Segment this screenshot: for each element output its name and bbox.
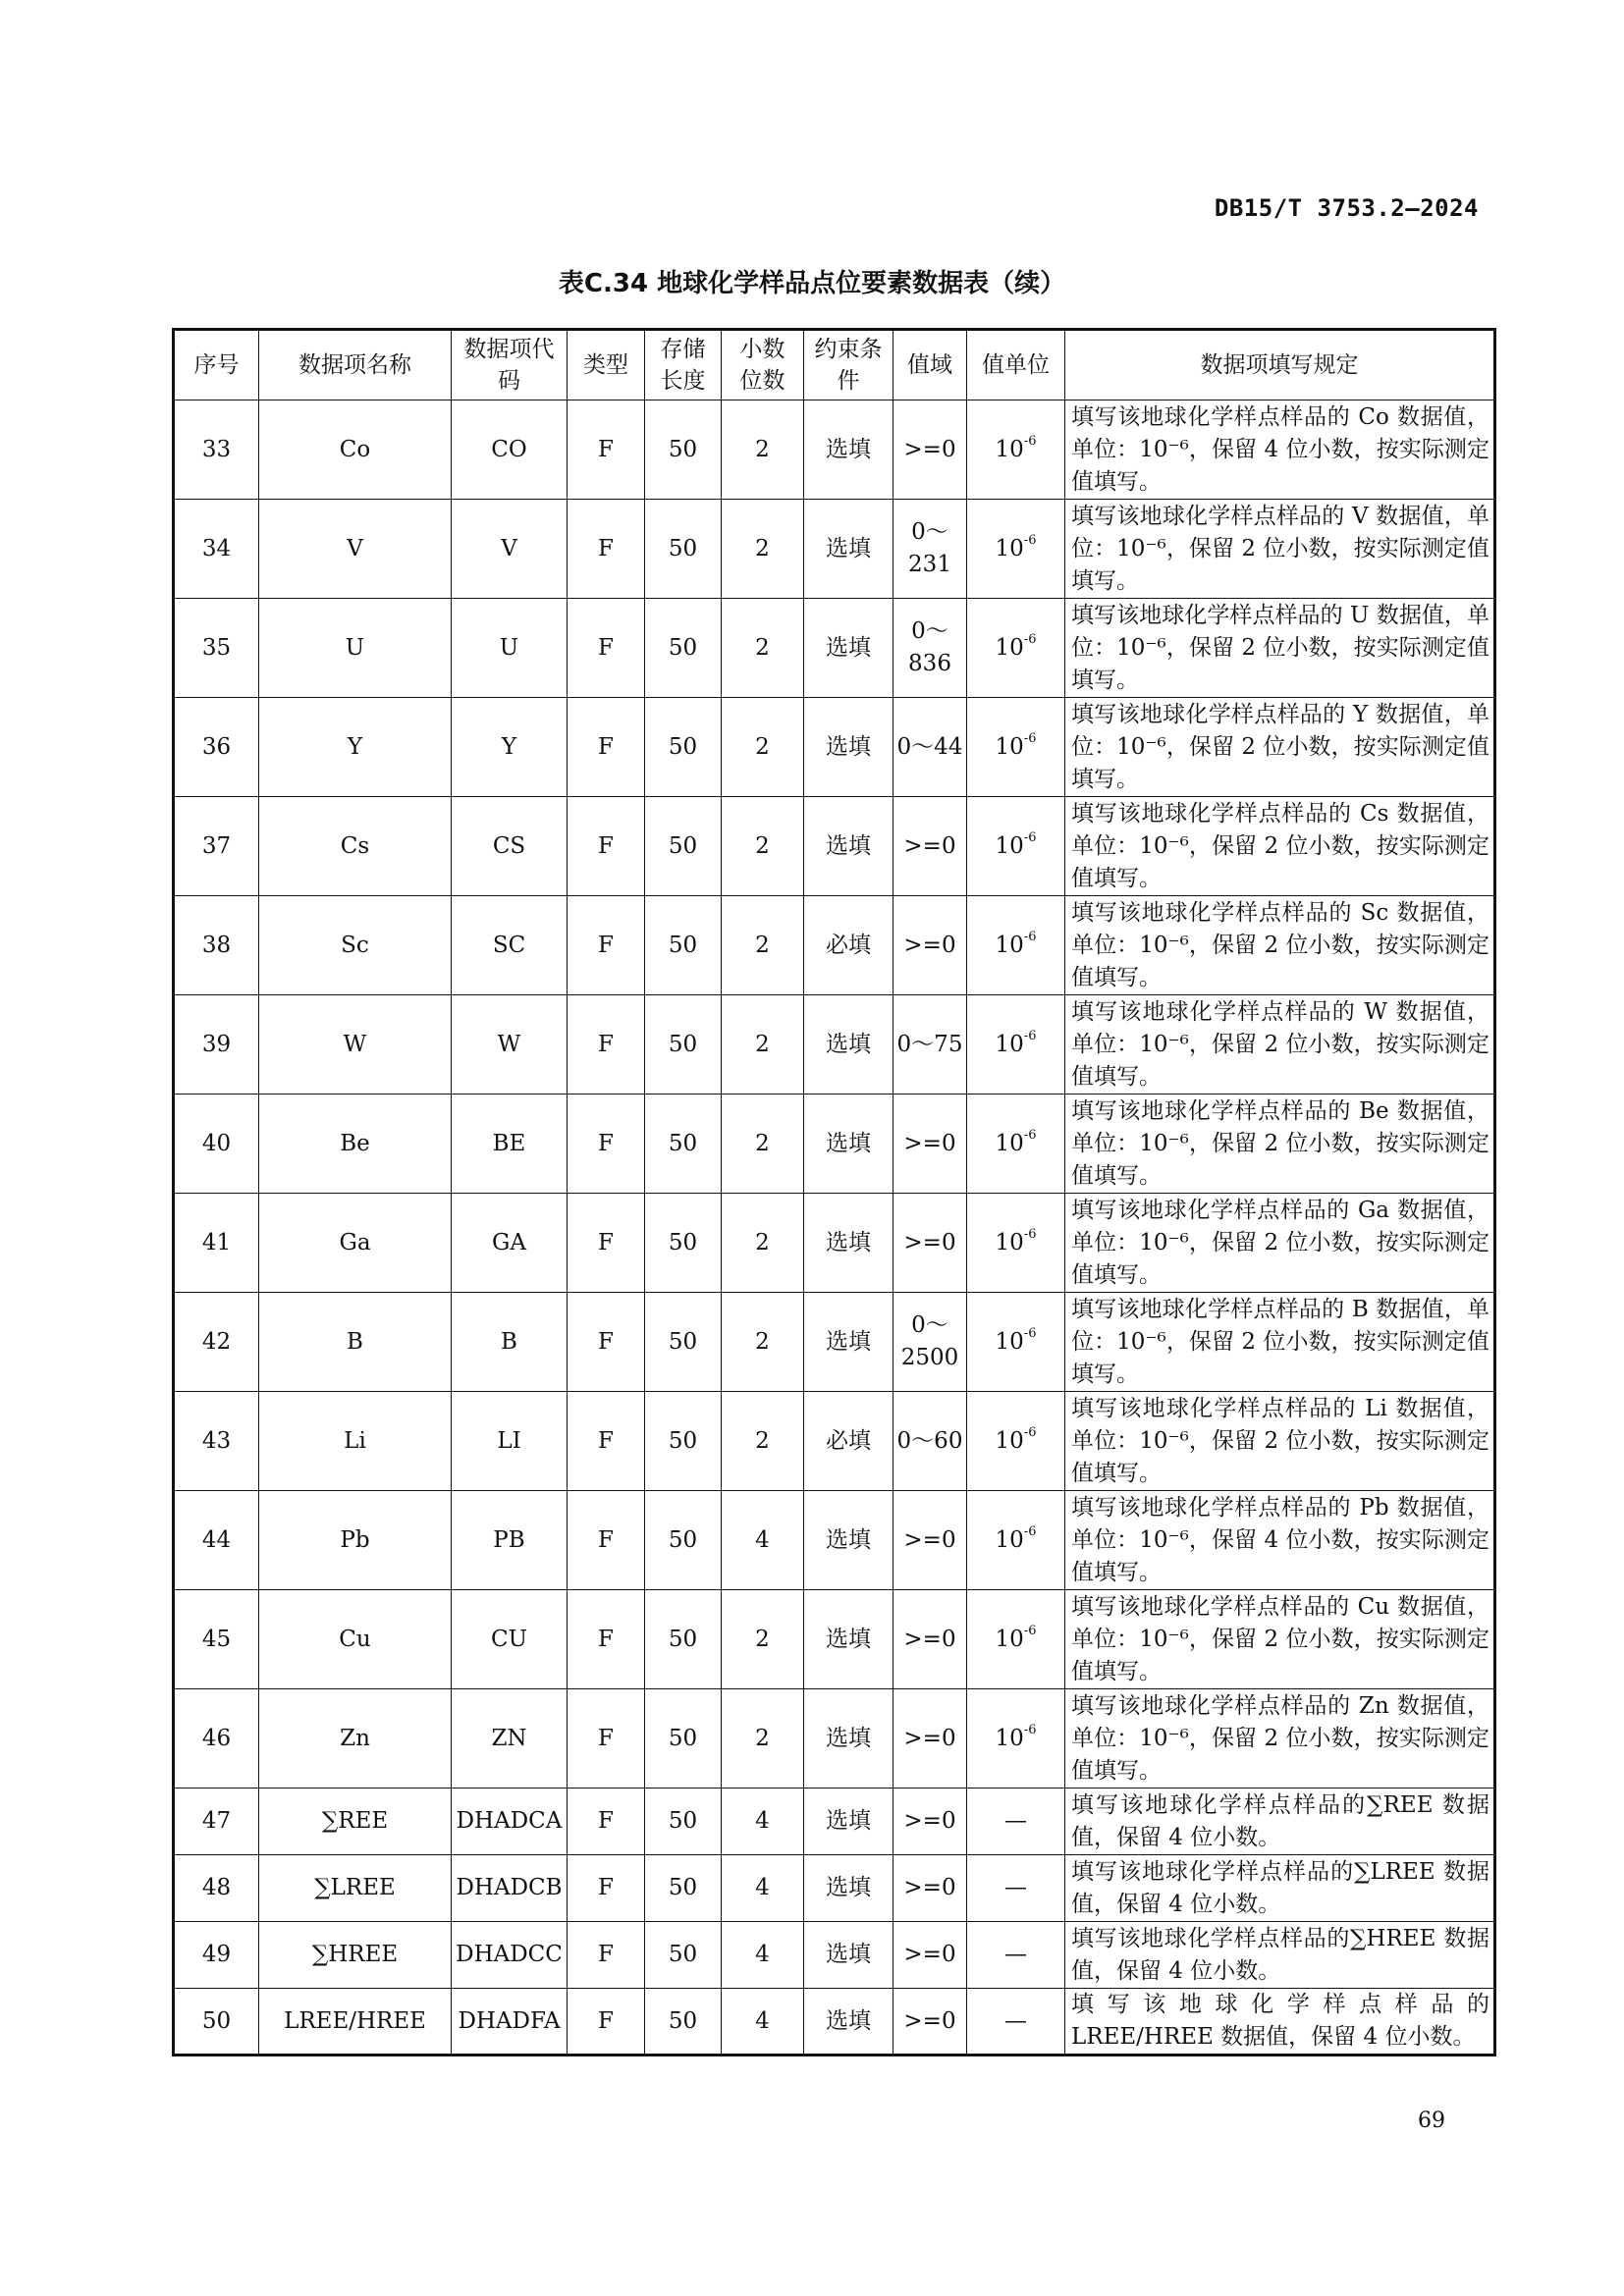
table-caption: 表C.34 地球化学样品点位要素数据表（续）	[558, 269, 1066, 298]
item-type: F	[568, 896, 645, 995]
data-spec-table	[172, 328, 1496, 2056]
unit-exponent: -6	[1023, 1127, 1037, 1143]
fill-rule: 填写该地球化学样点样品的 Pb 数据值，单位：10⁻⁶，保留 4 位小数，按实际测定值填写。	[1065, 1491, 1495, 1590]
table-row	[174, 1095, 1495, 1194]
column-header: 序号	[174, 330, 259, 400]
item-code: LI	[452, 1392, 568, 1491]
item-name: Co	[259, 400, 452, 500]
fill-rule: 填写该地球化学样点样品的∑LREE 数据值，保留 4 位小数。	[1065, 1855, 1495, 1922]
unit-base: —	[1004, 2007, 1027, 2034]
storage-length: 50	[645, 1922, 722, 1989]
value-range: 0～231	[893, 500, 967, 599]
unit-exponent: -6	[1023, 1325, 1037, 1341]
item-type: F	[568, 1095, 645, 1194]
storage-length: 50	[645, 1293, 722, 1392]
constraint: 选填	[804, 1194, 893, 1293]
table-row	[174, 1922, 1495, 1989]
unit-base: 10	[995, 436, 1024, 462]
item-name: W	[259, 995, 452, 1095]
value-range: >=0	[893, 400, 967, 500]
table-row	[174, 1392, 1495, 1491]
decimal-places: 2	[722, 698, 804, 797]
item-type: F	[568, 1789, 645, 1855]
item-code: DHADCA	[452, 1789, 568, 1855]
row-number: 49	[174, 1922, 259, 1989]
value-unit	[967, 995, 1065, 1095]
table-row	[174, 1590, 1495, 1689]
item-name: V	[259, 500, 452, 599]
fill-rule: 填写该地球化学样点样品的 Cs 数据值，单位：10⁻⁶，保留 2 位小数，按实际测定值填写。	[1065, 797, 1495, 896]
fill-rule: 填写该地球化学样点样品的 LREE/HREE 数据值，保留 4 位小数。	[1065, 1989, 1495, 2056]
item-name: Li	[259, 1392, 452, 1491]
item-code: U	[452, 599, 568, 698]
item-code: CU	[452, 1590, 568, 1689]
constraint: 选填	[804, 599, 893, 698]
table-row	[174, 797, 1495, 896]
unit-base: 10	[995, 932, 1024, 958]
storage-length: 50	[645, 698, 722, 797]
row-number: 39	[174, 995, 259, 1095]
decimal-places: 2	[722, 1392, 804, 1491]
storage-length: 50	[645, 1095, 722, 1194]
storage-length: 50	[645, 1491, 722, 1590]
row-number: 36	[174, 698, 259, 797]
row-number: 43	[174, 1392, 259, 1491]
value-range: >=0	[893, 1855, 967, 1922]
fill-rule: 填写该地球化学样点样品的 Ga 数据值，单位：10⁻⁶，保留 2 位小数，按实际测定值填写。	[1065, 1194, 1495, 1293]
item-type: F	[568, 1855, 645, 1922]
column-header: 值单位	[967, 330, 1065, 400]
row-number: 41	[174, 1194, 259, 1293]
unit-base: 10	[995, 1526, 1024, 1553]
unit-base: 10	[995, 1725, 1024, 1751]
value-unit	[967, 698, 1065, 797]
decimal-places: 2	[722, 1095, 804, 1194]
value-range: 0～60	[893, 1392, 967, 1491]
value-range: >=0	[893, 1095, 967, 1194]
row-number: 48	[174, 1855, 259, 1922]
item-name: Zn	[259, 1689, 452, 1789]
row-number: 38	[174, 896, 259, 995]
fill-rule: 填写该地球化学样点样品的 Sc 数据值，单位：10⁻⁶，保留 2 位小数，按实际测定值填写。	[1065, 896, 1495, 995]
column-header: 数据项代 码	[452, 330, 568, 400]
item-name: ∑REE	[259, 1789, 452, 1855]
item-code: W	[452, 995, 568, 1095]
unit-base: 10	[995, 832, 1024, 859]
item-type: F	[568, 1392, 645, 1491]
table-row	[174, 400, 1495, 500]
fill-rule: 填写该地球化学样点样品的 Be 数据值，单位：10⁻⁶，保留 2 位小数，按实际测定值填写。	[1065, 1095, 1495, 1194]
unit-base: —	[1004, 1808, 1027, 1834]
unit-exponent: -6	[1023, 1028, 1037, 1043]
table-row	[174, 1293, 1495, 1392]
item-type: F	[568, 1922, 645, 1989]
storage-length: 50	[645, 995, 722, 1095]
storage-length: 50	[645, 1989, 722, 2056]
unit-base: —	[1004, 1875, 1027, 1900]
value-range: >=0	[893, 1194, 967, 1293]
constraint: 选填	[804, 1989, 893, 2056]
value-unit	[967, 1194, 1065, 1293]
table-row	[174, 1689, 1495, 1789]
value-unit	[967, 1922, 1065, 1989]
constraint: 选填	[804, 1922, 893, 1989]
row-number: 35	[174, 599, 259, 698]
row-number: 44	[174, 1491, 259, 1590]
decimal-places: 2	[722, 500, 804, 599]
fill-rule: 填写该地球化学样点样品的 Y 数据值，单位：10⁻⁶，保留 2 位小数，按实际测定值填写。	[1065, 698, 1495, 797]
value-range: >=0	[893, 1922, 967, 1989]
unit-exponent: -6	[1023, 532, 1037, 548]
row-number: 46	[174, 1689, 259, 1789]
constraint: 选填	[804, 995, 893, 1095]
decimal-places: 4	[722, 1789, 804, 1855]
table-row	[174, 1855, 1495, 1922]
value-unit	[967, 1491, 1065, 1590]
column-header: 类型	[568, 330, 645, 400]
storage-length: 50	[645, 896, 722, 995]
fill-rule: 填写该地球化学样点样品的 B 数据值，单位：10⁻⁶，保留 2 位小数，按实际测定值填写。	[1065, 1293, 1495, 1392]
value-range: >=0	[893, 1590, 967, 1689]
unit-exponent: -6	[1023, 1623, 1037, 1638]
item-type: F	[568, 797, 645, 896]
value-unit	[967, 1293, 1065, 1392]
decimal-places: 4	[722, 1989, 804, 2056]
fill-rule: 填写该地球化学样点样品的 U 数据值，单位：10⁻⁶，保留 2 位小数，按实际测定值填写。	[1065, 599, 1495, 698]
column-header: 值域	[893, 330, 967, 400]
item-type: F	[568, 1194, 645, 1293]
table-row	[174, 599, 1495, 698]
item-code: CO	[452, 400, 568, 500]
value-unit	[967, 1789, 1065, 1855]
item-type: F	[568, 1491, 645, 1590]
storage-length: 50	[645, 797, 722, 896]
unit-base: 10	[995, 1626, 1024, 1652]
value-unit	[967, 1855, 1065, 1922]
table-row	[174, 1789, 1495, 1855]
item-code: SC	[452, 896, 568, 995]
value-range: 0～44	[893, 698, 967, 797]
storage-length: 50	[645, 500, 722, 599]
column-header: 约束条 件	[804, 330, 893, 400]
item-code: PB	[452, 1491, 568, 1590]
item-code: B	[452, 1293, 568, 1392]
table-header-row	[174, 330, 1495, 400]
table-row	[174, 1491, 1495, 1590]
unit-base: 10	[995, 634, 1024, 661]
item-type: F	[568, 995, 645, 1095]
item-code: Y	[452, 698, 568, 797]
unit-exponent: -6	[1023, 929, 1037, 944]
item-code: CS	[452, 797, 568, 896]
constraint: 选填	[804, 1789, 893, 1855]
constraint: 选填	[804, 1590, 893, 1689]
constraint: 选填	[804, 1293, 893, 1392]
row-number: 40	[174, 1095, 259, 1194]
constraint: 选填	[804, 698, 893, 797]
item-name: B	[259, 1293, 452, 1392]
constraint: 选填	[804, 797, 893, 896]
value-range: >=0	[893, 896, 967, 995]
column-header: 小数 位数	[722, 330, 804, 400]
item-code: DHADCC	[452, 1922, 568, 1989]
value-unit	[967, 500, 1065, 599]
item-code: ZN	[452, 1689, 568, 1789]
storage-length: 50	[645, 1392, 722, 1491]
storage-length: 50	[645, 1789, 722, 1855]
unit-base: 10	[995, 1031, 1024, 1057]
fill-rule: 填写该地球化学样点样品的∑HREE 数据值，保留 4 位小数。	[1065, 1922, 1495, 1989]
item-name: LREE/HREE	[259, 1989, 452, 2056]
item-name: Cs	[259, 797, 452, 896]
item-name: ∑LREE	[259, 1855, 452, 1922]
value-unit	[967, 896, 1065, 995]
item-code: BE	[452, 1095, 568, 1194]
storage-length: 50	[645, 1855, 722, 1922]
item-type: F	[568, 1590, 645, 1689]
fill-rule: 填写该地球化学样点样品的 Cu 数据值，单位：10⁻⁶，保留 2 位小数，按实际测定值填写。	[1065, 1590, 1495, 1689]
value-unit	[967, 1590, 1065, 1689]
fill-rule: 填写该地球化学样点样品的 V 数据值，单位：10⁻⁶，保留 2 位小数，按实际测定值填写。	[1065, 500, 1495, 599]
item-name: Ga	[259, 1194, 452, 1293]
value-unit	[967, 1095, 1065, 1194]
decimal-places: 2	[722, 400, 804, 500]
item-type: F	[568, 1293, 645, 1392]
decimal-places: 4	[722, 1922, 804, 1989]
item-name: U	[259, 599, 452, 698]
decimal-places: 4	[722, 1855, 804, 1922]
column-header: 数据项名称	[259, 330, 452, 400]
row-number: 50	[174, 1989, 259, 2056]
unit-exponent: -6	[1023, 1523, 1037, 1539]
value-unit	[967, 1392, 1065, 1491]
item-type: F	[568, 1989, 645, 2056]
value-unit	[967, 1689, 1065, 1789]
unit-exponent: -6	[1023, 631, 1037, 647]
decimal-places: 2	[722, 896, 804, 995]
constraint: 选填	[804, 400, 893, 500]
value-range: 0～836	[893, 599, 967, 698]
item-code: V	[452, 500, 568, 599]
value-range: >=0	[893, 1689, 967, 1789]
unit-exponent: -6	[1023, 730, 1037, 746]
storage-length: 50	[645, 1689, 722, 1789]
unit-exponent: -6	[1023, 1424, 1037, 1440]
column-header: 数据项填写规定	[1065, 330, 1495, 400]
item-code: GA	[452, 1194, 568, 1293]
table-row	[174, 1194, 1495, 1293]
unit-exponent: -6	[1023, 1226, 1037, 1242]
storage-length: 50	[645, 1590, 722, 1689]
item-name: Y	[259, 698, 452, 797]
value-unit	[967, 400, 1065, 500]
item-name: Be	[259, 1095, 452, 1194]
unit-exponent: -6	[1023, 433, 1037, 449]
decimal-places: 2	[722, 599, 804, 698]
standard-code: DB15/T 3753.2—2024	[1214, 194, 1479, 222]
fill-rule: 填写该地球化学样点样品的 Co 数据值，单位：10⁻⁶，保留 4 位小数，按实际测定值填写。	[1065, 400, 1495, 500]
decimal-places: 2	[722, 1689, 804, 1789]
table-row	[174, 896, 1495, 995]
table-row	[174, 698, 1495, 797]
item-type: F	[568, 599, 645, 698]
fill-rule: 填写该地球化学样点样品的 W 数据值，单位：10⁻⁶，保留 2 位小数，按实际测定值填写。	[1065, 995, 1495, 1095]
row-number: 34	[174, 500, 259, 599]
fill-rule: 填写该地球化学样点样品的∑REE 数据值，保留 4 位小数。	[1065, 1789, 1495, 1855]
row-number: 42	[174, 1293, 259, 1392]
item-name: ∑HREE	[259, 1922, 452, 1989]
column-header: 存储 长度	[645, 330, 722, 400]
constraint: 选填	[804, 1855, 893, 1922]
page-number: 69	[1418, 2109, 1445, 2133]
storage-length: 50	[645, 400, 722, 500]
decimal-places: 4	[722, 1491, 804, 1590]
unit-exponent: -6	[1023, 1722, 1037, 1737]
item-type: F	[568, 400, 645, 500]
row-number: 33	[174, 400, 259, 500]
constraint: 选填	[804, 500, 893, 599]
item-code: DHADFA	[452, 1989, 568, 2056]
fill-rule: 填写该地球化学样点样品的 Zn 数据值，单位：10⁻⁶，保留 2 位小数，按实际测定值填写。	[1065, 1689, 1495, 1789]
row-number: 45	[174, 1590, 259, 1689]
decimal-places: 2	[722, 1194, 804, 1293]
value-range: >=0	[893, 797, 967, 896]
item-name: Pb	[259, 1491, 452, 1590]
unit-base: 10	[995, 1229, 1024, 1255]
value-range: 0～75	[893, 995, 967, 1095]
row-number: 47	[174, 1789, 259, 1855]
item-type: F	[568, 500, 645, 599]
constraint: 选填	[804, 1095, 893, 1194]
decimal-places: 2	[722, 797, 804, 896]
constraint: 必填	[804, 896, 893, 995]
table-row	[174, 1989, 1495, 2056]
table-row	[174, 500, 1495, 599]
value-range: >=0	[893, 1989, 967, 2056]
constraint: 选填	[804, 1491, 893, 1590]
storage-length: 50	[645, 599, 722, 698]
fill-rule: 填写该地球化学样点样品的 Li 数据值，单位：10⁻⁶，保留 2 位小数，按实际测定值填写。	[1065, 1392, 1495, 1491]
unit-exponent: -6	[1023, 829, 1037, 845]
table-row	[174, 995, 1495, 1095]
value-unit	[967, 1989, 1065, 2056]
constraint: 选填	[804, 1689, 893, 1789]
unit-base: 10	[995, 1328, 1024, 1355]
item-code: DHADCB	[452, 1855, 568, 1922]
value-unit	[967, 797, 1065, 896]
item-type: F	[568, 1689, 645, 1789]
item-type: F	[568, 698, 645, 797]
unit-base: —	[1004, 1942, 1027, 1967]
constraint: 必填	[804, 1392, 893, 1491]
value-range: 0～ 2500	[893, 1293, 967, 1392]
unit-base: 10	[995, 733, 1024, 760]
value-range: >=0	[893, 1789, 967, 1855]
decimal-places: 2	[722, 1590, 804, 1689]
item-name: Sc	[259, 896, 452, 995]
row-number: 37	[174, 797, 259, 896]
storage-length: 50	[645, 1194, 722, 1293]
unit-base: 10	[995, 535, 1024, 561]
unit-base: 10	[995, 1427, 1024, 1454]
item-name: Cu	[259, 1590, 452, 1689]
decimal-places: 2	[722, 1293, 804, 1392]
value-range: >=0	[893, 1491, 967, 1590]
decimal-places: 2	[722, 995, 804, 1095]
unit-base: 10	[995, 1130, 1024, 1156]
value-unit	[967, 599, 1065, 698]
